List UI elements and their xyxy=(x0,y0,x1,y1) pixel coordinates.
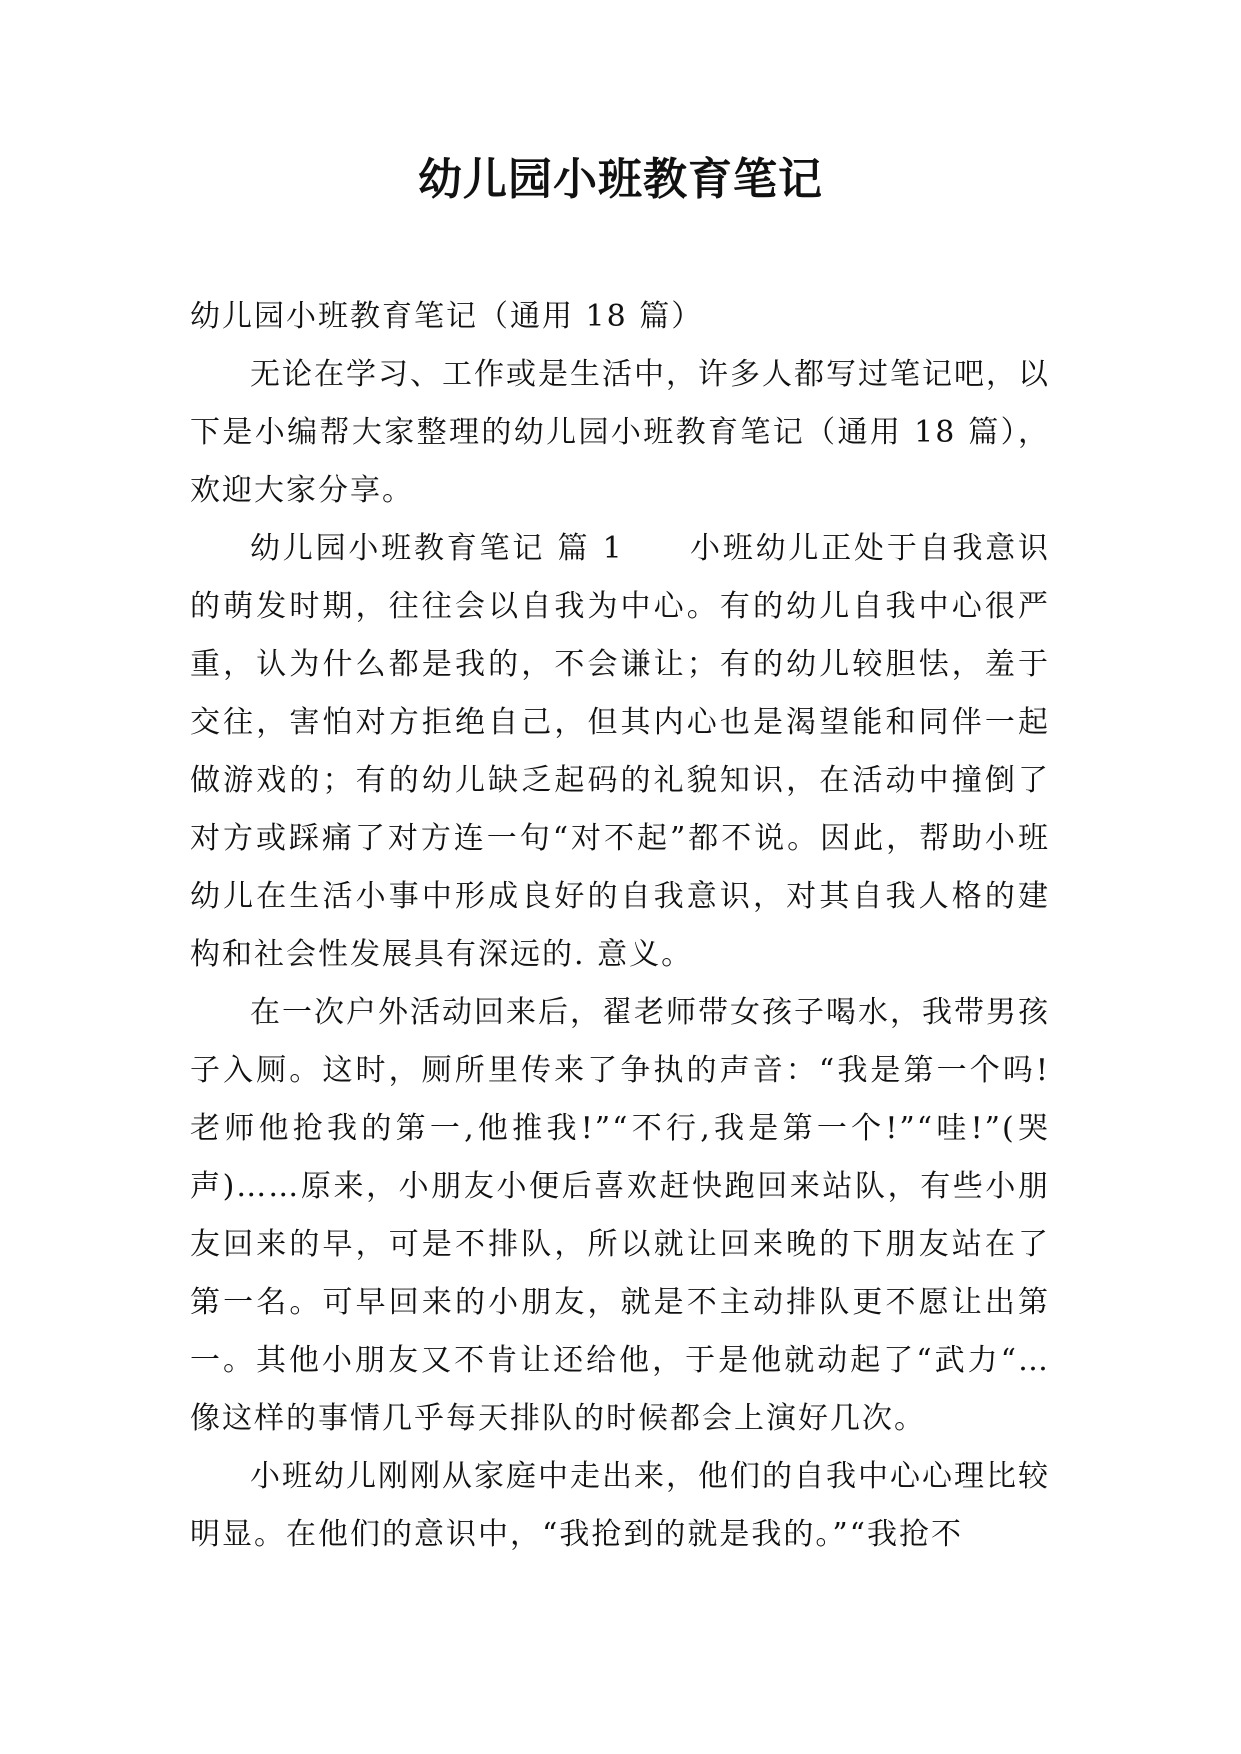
paragraph-3: 小班幼儿刚刚从家庭中走出来，他们的自我中心心理比较明显。在他们的意识中，“我抢到的就是我的。”“我抢不 xyxy=(190,1459,1050,1552)
document-body xyxy=(190,288,1050,1564)
paragraph-2: 在一次户外活动回来后，翟老师带女孩子喝水，我带男孩子入厕。这时，厕所里传来了争执的声音：“我是第一个吗!老师他抢我的第一,他推我!”“不行,我是第一个!”“哇!”(哭声)……原来，小朋友小便后喜欢赶快跑回来站队，有些小朋友回来的早，可是不排队，所以就让回来晚的下朋友站在了第一名。可早回来的小朋友，就是不主动排队更不愿让出第一。其他小朋友又不肯让还给他，于是他就动起了“武力“…像这样的事情几乎每天排队的时候都会上演好几次。 xyxy=(190,995,1050,1436)
paragraph-intro: 无论在学习、工作或是生活中，许多人都写过笔记吧，以下是小编帮大家整理的幼儿园小班教育笔记（通用 18 篇），欢迎大家分享。 xyxy=(190,357,1050,508)
document-title: 幼儿园小班教育笔记 xyxy=(418,154,823,205)
document-subtitle: 幼儿园小班教育笔记（通用 18 篇） xyxy=(190,299,704,334)
paragraph-1: 幼儿园小班教育笔记 篇 1 小班幼儿正处于自我意识的萌发时期，往往会以自我为中心。有的幼儿自我中心很严重，认为什么都是我的，不会谦让；有的幼儿较胆怯，羞于交往，害怕对方拒绝自己，但其内心也是渴望能和同伴一起做游戏的；有的幼儿缺乏起码的礼貌知识，在活动中撞倒了对方或踩痛了对方连一句“对不起”都不说。因此，帮助小班幼儿在生活小事中形成良好的自我意识，对其自我人格的建构和社会性发展具有深远的. 意义。 xyxy=(190,531,1050,972)
